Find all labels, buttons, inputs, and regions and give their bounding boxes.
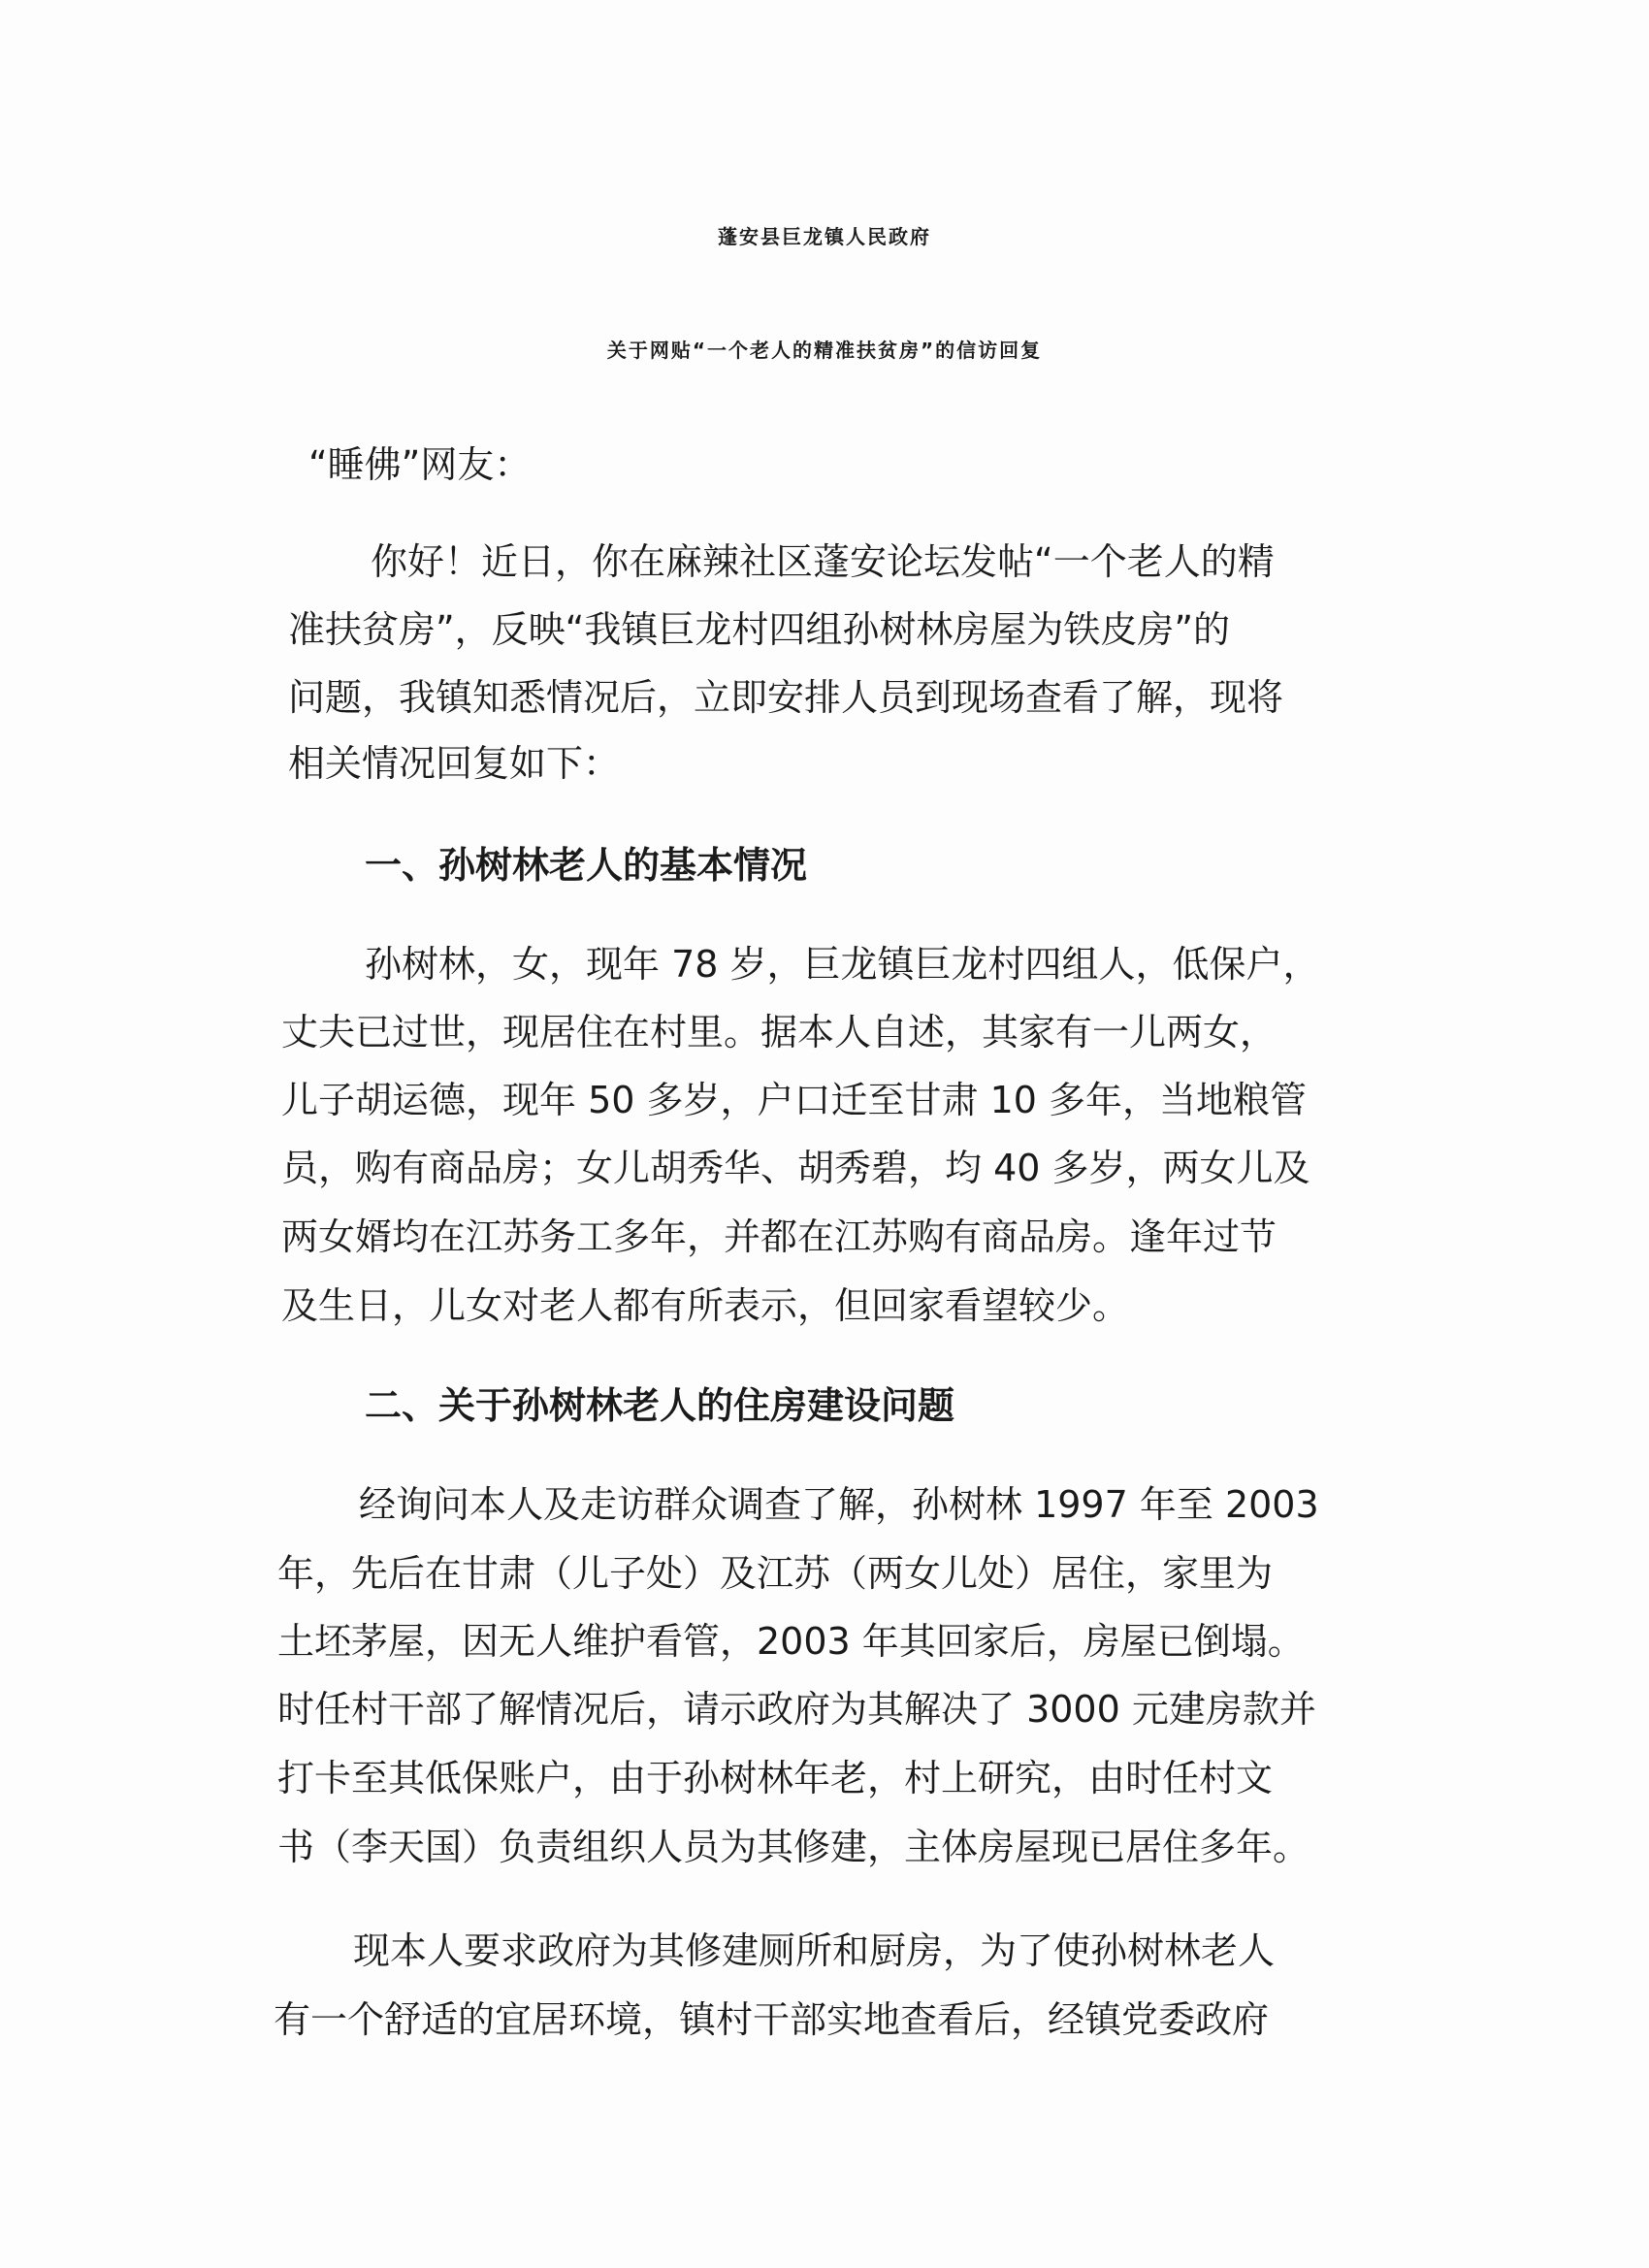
salutation: “睡佛”网友： — [308, 443, 532, 486]
paragraph-2-line: 儿子胡运德，现年 50 多岁，户口迁至甘肃 10 多年，当地粮管 — [281, 1079, 1308, 1121]
paragraph-2-line: 员，购有商品房；女儿胡秀华、胡秀碧，均 40 多岁，两女儿及 — [281, 1147, 1310, 1189]
paragraph-3-line: 书（李天国）负责组织人员为其修建，主体房屋现已居住多年。 — [277, 1826, 1310, 1868]
paragraph-1-line: 问题，我镇知悉情况后，立即安排人员到现场查看了解，现将 — [288, 676, 1284, 719]
document-subtitle: 关于网贴“一个老人的精准扶贫房”的信访回复 — [606, 339, 1043, 362]
section-heading-2: 二、关于孙树林老人的住房建设问题 — [365, 1384, 955, 1427]
paragraph-4-line: 现本人要求政府为其修建厕所和厨房，为了使孙树林老人 — [353, 1929, 1276, 1972]
paragraph-3-line: 打卡至其低保账户，由于孙树林年老，村上研究，由时任村文 — [277, 1757, 1274, 1799]
paragraph-1-line: 准扶贫房”，反映“我镇巨龙村四组孙树林房屋为铁皮房”的 — [288, 608, 1231, 651]
section-heading-1: 一、孙树林老人的基本情况 — [365, 844, 808, 887]
document-title: 蓬安县巨龙镇人民政府 — [718, 225, 931, 248]
paragraph-2-line: 孙树林，女，现年 78 岁，巨龙镇巨龙村四组人，低保户， — [365, 943, 1320, 986]
paragraph-2-line: 两女婿均在江苏务工多年，并都在江苏购有商品房。逢年过节 — [281, 1215, 1277, 1258]
paragraph-1-line: 相关情况回复如下： — [288, 742, 621, 785]
paragraph-3-line: 经询问本人及走访群众调查了解，孙树林 1997 年至 2003 — [359, 1483, 1319, 1526]
paragraph-3-line: 年，先后在甘肃（儿子处）及江苏（两女儿处）居住，家里为 — [277, 1552, 1274, 1595]
paragraph-2-line: 丈夫已过世，现居住在村里。据本人自述，其家有一儿两女， — [281, 1011, 1277, 1053]
paragraph-1-line: 你好！近日，你在麻辣社区蓬安论坛发帖“一个老人的精 — [371, 540, 1275, 583]
paragraph-2-line: 及生日，儿女对老人都有所表示，但回家看望较少。 — [281, 1284, 1130, 1327]
paragraph-4-line: 有一个舒适的宜居环境，镇村干部实地查看后，经镇党委政府 — [274, 1998, 1270, 2041]
paragraph-3-line: 时任村干部了解情况后，请示政府为其解决了 3000 元建房款并 — [277, 1688, 1316, 1731]
paragraph-3-line: 土坯茅屋，因无人维护看管，2003 年其回家后，房屋已倒塌。 — [277, 1620, 1305, 1663]
